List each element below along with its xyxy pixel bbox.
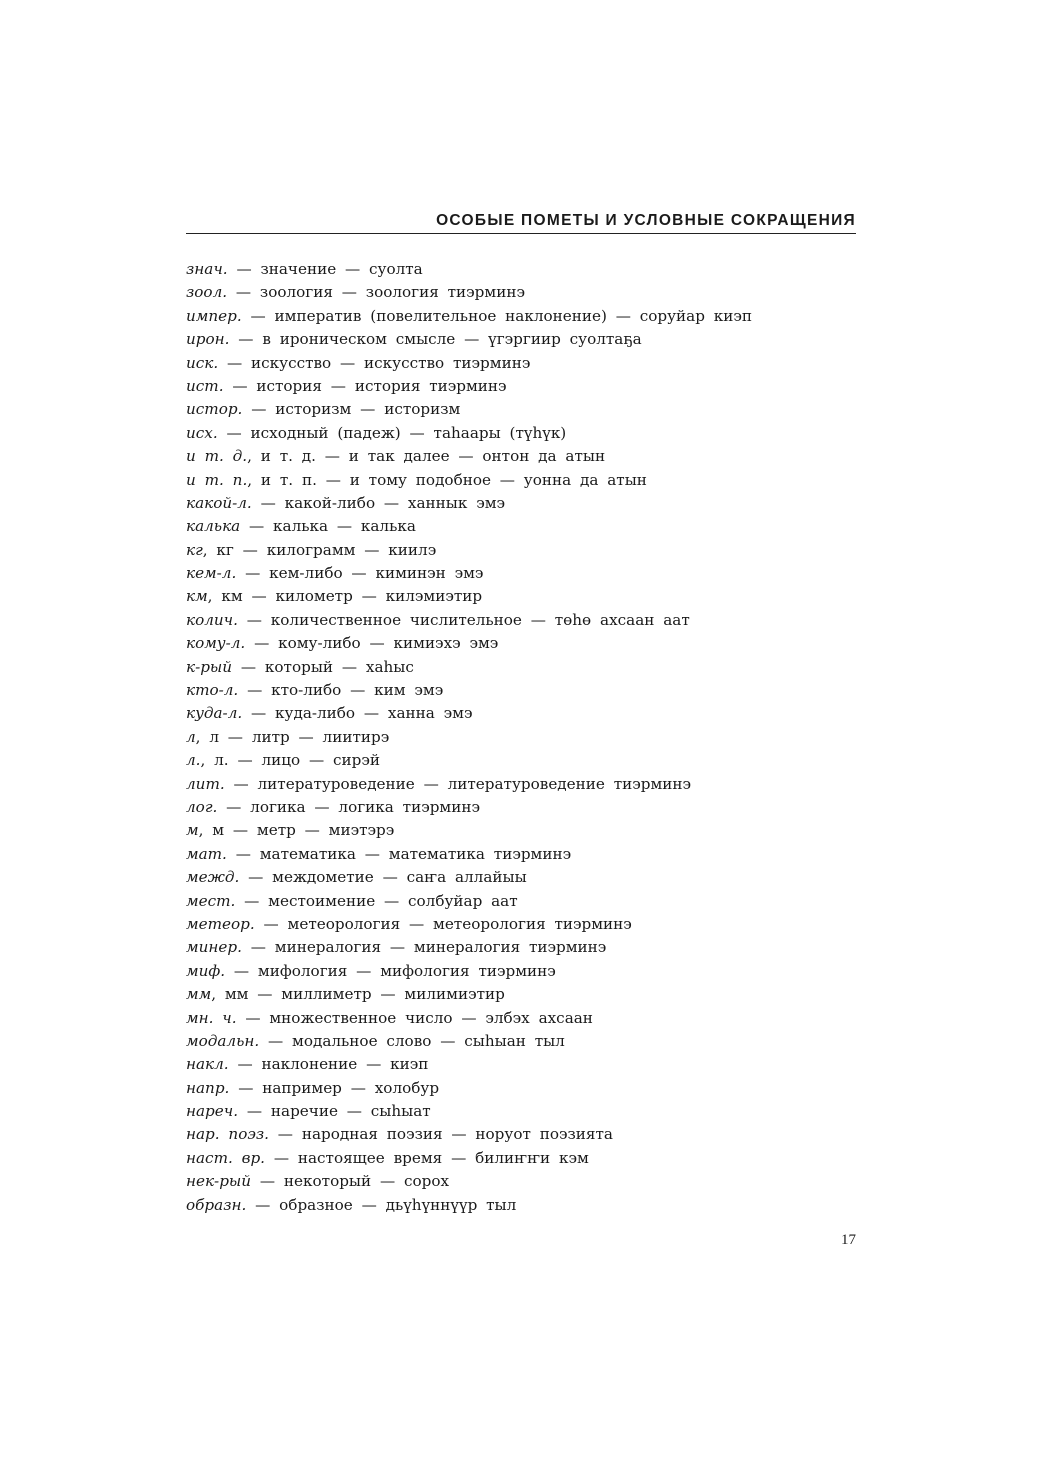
entry-abbreviation: кто-л. [186,681,239,700]
header-rule [186,233,856,234]
entry-abbreviation: миф. [186,961,226,980]
entry-abbreviation: метеор. [186,914,255,933]
entry-definition: — количественное числительное — төһө ахсаан аат [237,610,690,629]
entry-abbreviation: напр. [186,1078,230,1097]
entry-abbreviation: л. [186,751,201,770]
abbreviation-entry [186,632,866,655]
entry-abbreviation: иск. [186,353,219,372]
entry-abbreviation: мат. [186,844,227,863]
entry-definition: — минералогия — минералогия тиэрминэ [241,938,607,957]
entry-abbreviation: лог. [186,797,218,816]
entry-definition: , и т. д. — и так далее — онтон да атын [247,447,606,466]
abbreviation-entry [186,1194,866,1217]
running-header-title: ОСОБЫЕ ПОМЕТЫ И УСЛОВНЫЕ СОКРАЩЕНИЯ [436,212,856,229]
abbreviation-entry [186,913,866,936]
entry-definition: — модальное слово — сыһыан тыл [259,1031,565,1050]
entry-abbreviation: ист. [186,376,224,395]
entry-definition: — метеорология — метеорология тиэрминэ [254,914,632,933]
entry-abbreviation: калька [186,517,241,536]
entry-definition: — множественное число — элбэх ахсаан [236,1008,593,1027]
entry-abbreviation: мн. ч. [186,1008,237,1027]
entry-definition: — который — хаһыс [232,657,414,676]
abbreviation-entry [186,445,866,468]
abbreviation-entry [186,585,866,608]
entry-definition: — императив (повелительное наклонение) — соруйар киэп [241,306,753,325]
entry-definition: — историзм — историзм [242,400,461,419]
abbreviation-entry [186,375,866,398]
abbreviation-entry [186,866,866,889]
abbreviation-entry [186,773,866,796]
entry-definition: — кто-либо — ким эмэ [238,681,444,700]
abbreviation-list [186,258,866,1217]
abbreviation-entry [186,562,866,585]
entry-definition: — значение — суолта [227,260,423,278]
entry-definition: — мифология — мифология тиэрминэ [225,961,556,980]
abbreviation-entry [186,352,866,375]
entry-definition: — настоящее время — билиҥҥи кэм [265,1148,589,1167]
entry-abbreviation: лит. [186,774,225,793]
entry-definition: — калька — калька [240,517,416,536]
entry-abbreviation: нар. поэз. [186,1125,269,1144]
abbreviation-entry [186,305,866,328]
abbreviation-entry [186,515,866,538]
abbreviation-entry [186,1170,866,1193]
abbreviation-entry [186,1123,866,1146]
entry-abbreviation: кг [186,540,203,559]
entry-definition: — исходный (падеж) — таһаары (түһүк) [217,423,567,442]
abbreviation-entry [186,796,866,819]
entry-definition: — зоология — зоология тиэрминэ [227,283,525,302]
entry-abbreviation: мм [186,985,212,1004]
abbreviation-entry [186,1053,866,1076]
abbreviation-entry [186,1077,866,1100]
entry-abbreviation: колич. [186,610,238,629]
abbreviation-entry [186,656,866,679]
entry-definition: — история — история тиэрминэ [223,376,507,395]
entry-abbreviation: импер. [186,306,242,325]
entry-definition: — кем-либо — киминэн эмэ [236,564,484,583]
entry-abbreviation: модальн. [186,1031,260,1050]
page-number: 17 [841,1232,856,1248]
entry-abbreviation: м [186,821,199,840]
entry-abbreviation: и т. п. [186,470,248,489]
entry-abbreviation: к-рый [186,657,233,676]
entry-abbreviation: накл. [186,1055,229,1074]
abbreviation-entry [186,679,866,702]
entry-abbreviation: нек-рый [186,1172,252,1191]
abbreviation-entry [186,819,866,842]
entry-definition: — литературоведение — литературоведение тиэрминэ [224,774,692,793]
entry-definition: — искусство — искусство тиэрминэ [218,353,531,372]
entry-definition: — куда-либо — ханна эмэ [242,704,473,723]
entry-definition: , м — метр — миэтэрэ [198,821,395,840]
entry-abbreviation: л [186,727,196,746]
entry-abbreviation: межд. [186,868,240,887]
abbreviation-entry [186,936,866,959]
entry-abbreviation: мест. [186,891,236,910]
entry-definition: , кг — килограмм — киилэ [202,540,437,559]
abbreviation-entry [186,469,866,492]
entry-definition: , и т. п. — и тому подобное — уонна да атын [247,470,647,489]
entry-definition: , л — литр — лиитирэ [195,727,390,746]
abbreviation-entry [186,983,866,1006]
abbreviation-entry [186,1100,866,1123]
entry-abbreviation: минер. [186,938,242,957]
entry-abbreviation: нареч. [186,1102,239,1121]
entry-definition: — народная поэзия — норуот поэзията [268,1125,613,1144]
entry-abbreviation: км [186,587,208,606]
entry-definition: — некоторый — сорох [251,1172,450,1191]
entry-definition: — междометие — саҥа аллайыы [239,868,527,887]
abbreviation-entry [186,1030,866,1053]
abbreviation-entry [186,398,866,421]
entry-abbreviation: наст. вр. [186,1148,266,1167]
entry-abbreviation: и т. д. [186,447,248,466]
abbreviation-entry [186,422,866,445]
entry-definition: — математика — математика тиэрминэ [226,844,572,863]
abbreviation-entry [186,1147,866,1170]
entry-definition: , л. — лицо — сирэй [200,751,380,770]
abbreviation-entry [186,328,866,351]
abbreviation-entry [186,281,866,304]
entry-abbreviation: истор. [186,400,243,419]
entry-abbreviation: исх. [186,423,218,442]
entry-abbreviation: куда-л. [186,704,243,723]
entry-definition: , км — километр — килэмиэтир [207,587,483,606]
entry-definition: — в ироническом смысле — үгэргиир суолтаҕа [229,330,642,349]
entry-abbreviation: ирон. [186,330,230,349]
abbreviation-entry [186,539,866,562]
abbreviation-entry [186,1007,866,1030]
entry-definition: — например — холобур [229,1078,440,1097]
entry-definition: — какой-либо — ханнык эмэ [251,493,506,512]
abbreviation-entry [186,843,866,866]
abbreviation-entry [186,749,866,772]
entry-definition: — наречие — сыһыат [238,1102,431,1121]
abbreviation-entry [186,960,866,983]
entry-abbreviation: какой-л. [186,493,252,512]
entry-definition: — местоимение — солбуйар аат [235,891,518,910]
abbreviation-entry [186,609,866,632]
abbreviation-entry [186,726,866,749]
entry-abbreviation: кому-л. [186,634,246,653]
entry-definition: , мм — миллиметр — милимиэтир [211,985,505,1004]
abbreviation-entry [186,258,866,281]
entry-abbreviation: образн. [186,1195,247,1214]
entry-abbreviation: знач. [186,260,228,278]
abbreviation-entry [186,492,866,515]
abbreviation-entry [186,890,866,913]
entry-abbreviation: зоол. [186,283,228,302]
entry-definition: — логика — логика тиэрминэ [217,797,480,816]
entry-definition: — образное — дьүһүннүүр тыл [246,1195,517,1214]
entry-definition: — кому-либо — кимиэхэ эмэ [245,634,499,653]
abbreviation-entry [186,702,866,725]
entry-definition: — наклонение — киэп [228,1055,429,1074]
entry-abbreviation: кем-л. [186,564,237,583]
